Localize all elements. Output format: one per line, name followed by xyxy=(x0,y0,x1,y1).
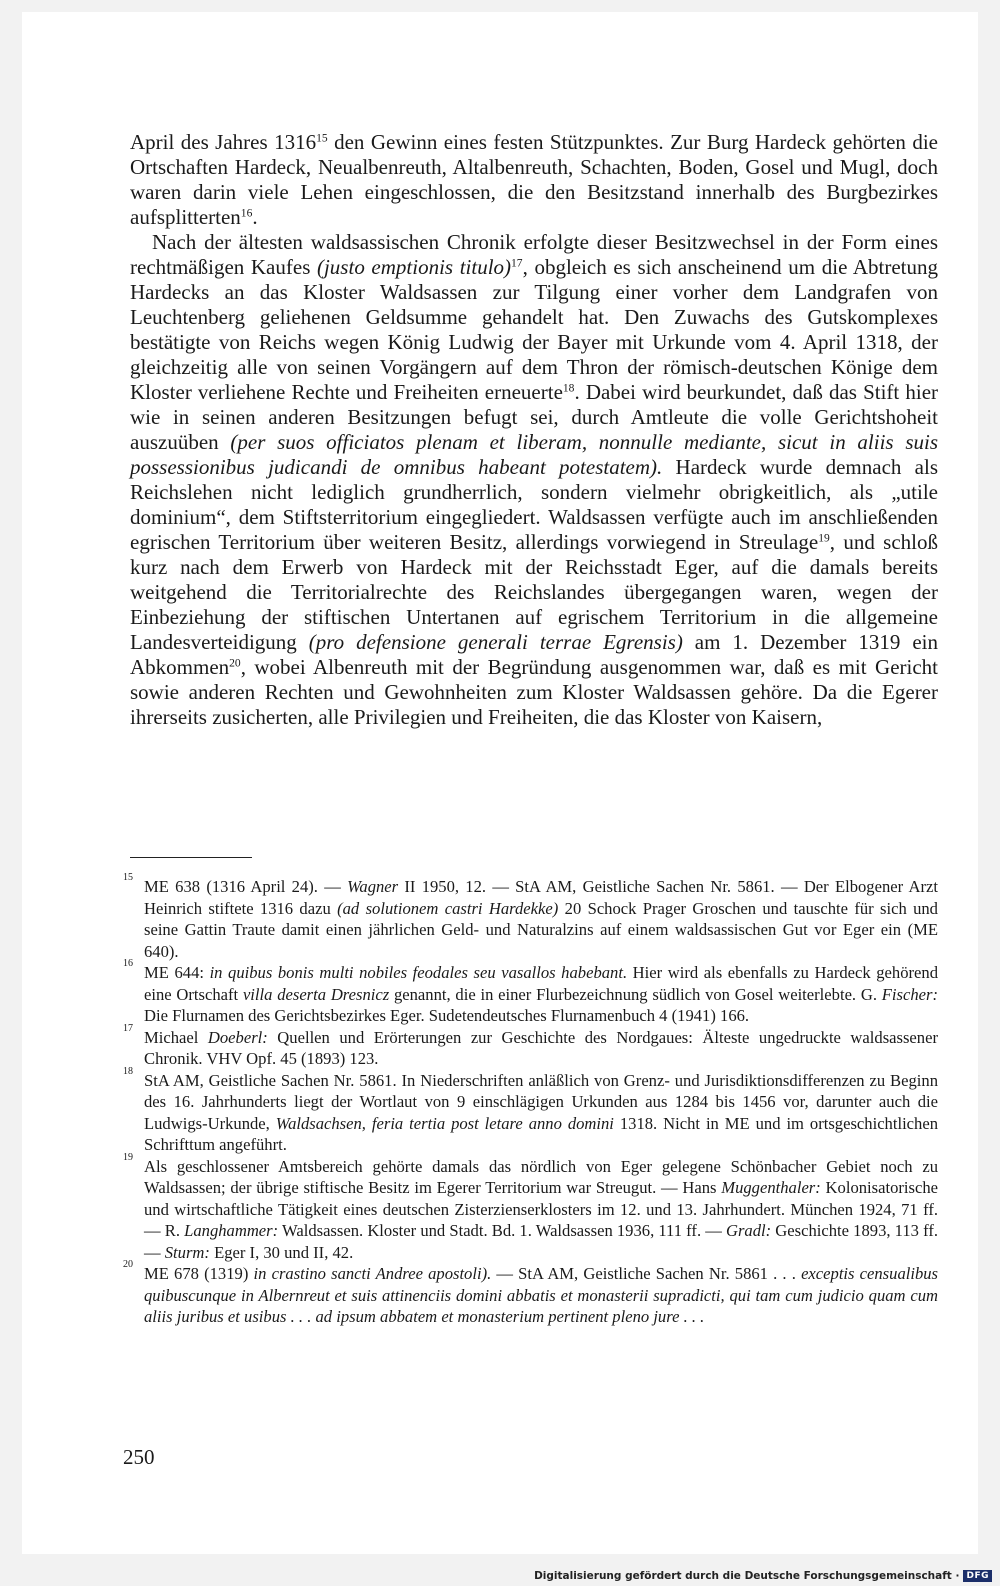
footnote-italic: Wagner xyxy=(347,877,399,896)
footnote-text: ME 638 (1316 April 24). — xyxy=(144,877,348,896)
footnote-italic: Gradl: xyxy=(725,1221,772,1240)
body-text: den Gewinn eines festen Stützpunktes. Zur Burg Hardeck gehörten die Ortschaften Hardeck, Neualbenreuth, Altalbenreuth, Schachten, Boden, Gosel und Mugl, doch waren darin viele Lehen eingeschlossen, die den Besitzstand innerhalb des Burgbezirkes aufsplitterten xyxy=(130,130,939,229)
main-text xyxy=(130,130,938,730)
paragraph-1 xyxy=(130,130,938,230)
footnote-text: 20 Schock Prager Groschen und tauschte für sich und seine Gattin Traute damit einen jährlichen Geld- und Naturalzins auf einem waldsassischen Gut vor Eger ein (ME 640). xyxy=(144,898,938,961)
footnote-text: Kolonisatorische und wirtschaftliche Tätigkeit eines deutschen Zisterzienserklosters im 12. und 13. Jahrhundert. München 1924, 71 ff. — R. xyxy=(144,1178,938,1240)
footnote-18 xyxy=(123,1065,939,1156)
footnote-15 xyxy=(123,872,938,962)
footnote-ref: 19 xyxy=(818,532,830,545)
footnotes xyxy=(123,872,939,1328)
dfg-logo: DFG xyxy=(963,1570,992,1582)
footnote-text: ME 644: xyxy=(144,963,210,982)
footer-credit: Digitalisierung gefördert durch die Deutsche Forschungsgemeinschaft · xyxy=(534,1570,960,1582)
footnote-italic: Langhammer: xyxy=(184,1221,279,1240)
footnote-ref: 16 xyxy=(240,207,253,220)
footnote-number: 17 xyxy=(123,1022,133,1034)
footnote-text: Quellen und Erörterungen zur Geschichte des Nordgaues: Älteste ungedruckte waldsassener Chronik. VHV Opf. 45 (1893) 123. xyxy=(144,1027,938,1068)
footnote-italic: in crastino sancti Andree apostoli). xyxy=(253,1264,492,1283)
body-italic: (justo emptionis titulo) xyxy=(316,255,512,279)
body-italic: (per suos officiatos plenam et liberam, nonnulle mediante, sicut in aliis suis possessionibus judicandi de omnibus habeant potestatem). xyxy=(130,430,938,479)
body-italic: (pro defensione generali terrae Egrensis) xyxy=(308,630,683,654)
body-text: Hardeck wurde demnach als Reichslehen nicht lediglich grundherrlich, sondern vielmehr obrigkeitlich, als „utile dominium“, dem Stiftsterritorium eingegliedert. Waldsassen verfügte auch im anschließenden egrischen Territorium über weiteren Besitz, allerdings vorwiegend in Streulage xyxy=(130,455,938,554)
paragraph-2 xyxy=(130,230,938,730)
footnote-text: Geschichte 1893, 113 ff. — xyxy=(144,1221,938,1262)
digitization-footer xyxy=(534,1570,992,1582)
footnote-number: 20 xyxy=(123,1259,133,1270)
footnote-ref: 18 xyxy=(562,382,575,395)
footnote-19 xyxy=(123,1151,938,1264)
footnote-separator xyxy=(130,857,252,858)
footnote-italic: in quibus bonis multi nobiles feodales seu vasallos habebant. xyxy=(209,963,628,982)
body-text: . xyxy=(252,205,258,229)
footnote-ref: 20 xyxy=(229,657,241,670)
footnote-text: genannt, die in einer Flurbezeichnung südlich von Gosel weiterlebte. G. xyxy=(389,984,882,1004)
footnote-text: 1318. Nicht in ME und im ortsgeschichtlichen Schrifttum angeführt. xyxy=(144,1113,939,1154)
body-text: . Dabei wird beurkundet, daß das Stift hier wie in seinen anderen Besitzungen befugt sei, durch Amtleute die volle Gerichtshoheit auszuüben xyxy=(130,380,939,454)
footnote-text: Eger I, 30 und II, 42. xyxy=(209,1242,354,1262)
footnote-text: — StA AM, Geistliche Sachen Nr. 5861 . . . xyxy=(491,1264,802,1283)
footnote-text: II 1950, 12. — StA AM, Geistliche Sachen Nr. 5861. — Der Elbogener Arzt Heinrich stiftete 1316 dazu xyxy=(144,877,938,918)
footnote-ref: 15 xyxy=(316,132,328,145)
footnote-number: 18 xyxy=(123,1065,133,1077)
footnote-italic: Fischer: xyxy=(881,984,938,1004)
footnote-italic: Doeberl: xyxy=(207,1027,268,1047)
body-text: , wobei Albenreuth mit der Begründung ausgenommen war, daß es mit Gericht sowie anderen Rechten und Gewohnheiten zum Kloster Waldsassen gehöre. Da die Egerer ihrerseits zusicherten, alle Privilegien und Freiheiten, die das Kloster von Kaisern, xyxy=(130,655,938,729)
footnote-italic: Sturm: xyxy=(164,1242,210,1262)
footnote-number: 16 xyxy=(123,958,133,969)
body-text: , und schloß kurz nach dem Erwerb von Hardeck mit der Reichsstadt Eger, auf die damals bereits weitgehend die Territorialrechte des Reichslandes übergegangen waren, wegen der Einbeziehung der stiftischen Untertanen auf egrischem Territorium in die allgemeine Landesverteidigung xyxy=(130,530,938,654)
footnote-italic: exceptis censualibus quibuscunque in Albernreut et suis attinenciis domini abbatis et monasterii supradicti, qui tam cum judicio quam cum aliis juribus et usibus . . . ad ipsum abbatem et monasterium pertinent pleno jure . . . xyxy=(144,1264,939,1326)
footnote-number: 19 xyxy=(123,1151,133,1163)
body-text: am 1. Dezember 1319 ein Abkommen xyxy=(130,630,938,679)
footnote-text: ME 678 (1319) xyxy=(144,1264,254,1283)
footnote-ref: 17 xyxy=(511,257,523,270)
footnote-italic: villa deserta Dresnicz xyxy=(242,984,390,1004)
footnote-text: Hier wird als ebenfalls zu Hardeck gehörend eine Ortschaft xyxy=(144,963,938,1004)
footnote-text: Michael xyxy=(144,1027,208,1047)
footnote-italic: Muggenthaler: xyxy=(721,1178,821,1197)
footnote-italic: Waldsachsen, feria tertia post letare anno domini xyxy=(275,1113,614,1133)
page-number: 250 xyxy=(123,1445,155,1469)
body-text: April des Jahres 1316 xyxy=(130,130,317,154)
footnote-italic: (ad solutionem castri Hardekke) xyxy=(337,898,559,918)
footnote-16 xyxy=(123,958,938,1027)
body-text: , obgleich es sich anscheinend um die Abtretung Hardecks an das Kloster Waldsassen zur Tilgung einer vorher dem Landgrafen von Leuchtenberg geliehenen Geldsumme gehandelt hat. Den Zuwachs des Gutskomplexes bestätigte von Reichs wegen König Ludwig der Bayer mit Urkunde vom 4. April 1318, der gleichzeitig alle von seinen Vorgängern auf dem Thron der römisch-deutschen Könige dem Kloster verliehene Rechte und Freiheiten erneuerte xyxy=(130,255,938,404)
footnote-number: 15 xyxy=(123,872,133,883)
footnote-text: Waldsassen. Kloster und Stadt. Bd. 1. Waldsassen 1936, 111 ff. — xyxy=(278,1221,726,1240)
footnote-17 xyxy=(123,1022,938,1070)
body-text: Nach der ältesten waldsassischen Chronik erfolgte dieser Besitzwechsel in der Form eines rechtmäßigen Kaufes xyxy=(130,230,938,279)
footnote-text: StA AM, Geistliche Sachen Nr. 5861. In Niederschriften anläßlich von Grenz- und Jurisdiktionsdifferenzen zu Beginn des 16. Jahrhunderts liegt der Wortlaut von 9 einschlägigen Urkunden aus 1284 bis 1456 vor, darunter auch die Ludwigs-Urkunde, xyxy=(144,1070,938,1133)
footnote-text: Die Flurnamen des Gerichtsbezirkes Eger. Sudetendeutsches Flurnamenbuch 4 (1941) 166. xyxy=(144,1006,750,1025)
footnote-text: Als geschlossener Amtsbereich gehörte damals das nördlich von Eger gelegene Schönbacher Gebiet noch zu Waldsassen; der übrige stiftische Besitz im Egerer Territorium war Streugut. — Hans xyxy=(144,1156,938,1197)
footnote-20 xyxy=(123,1259,939,1328)
